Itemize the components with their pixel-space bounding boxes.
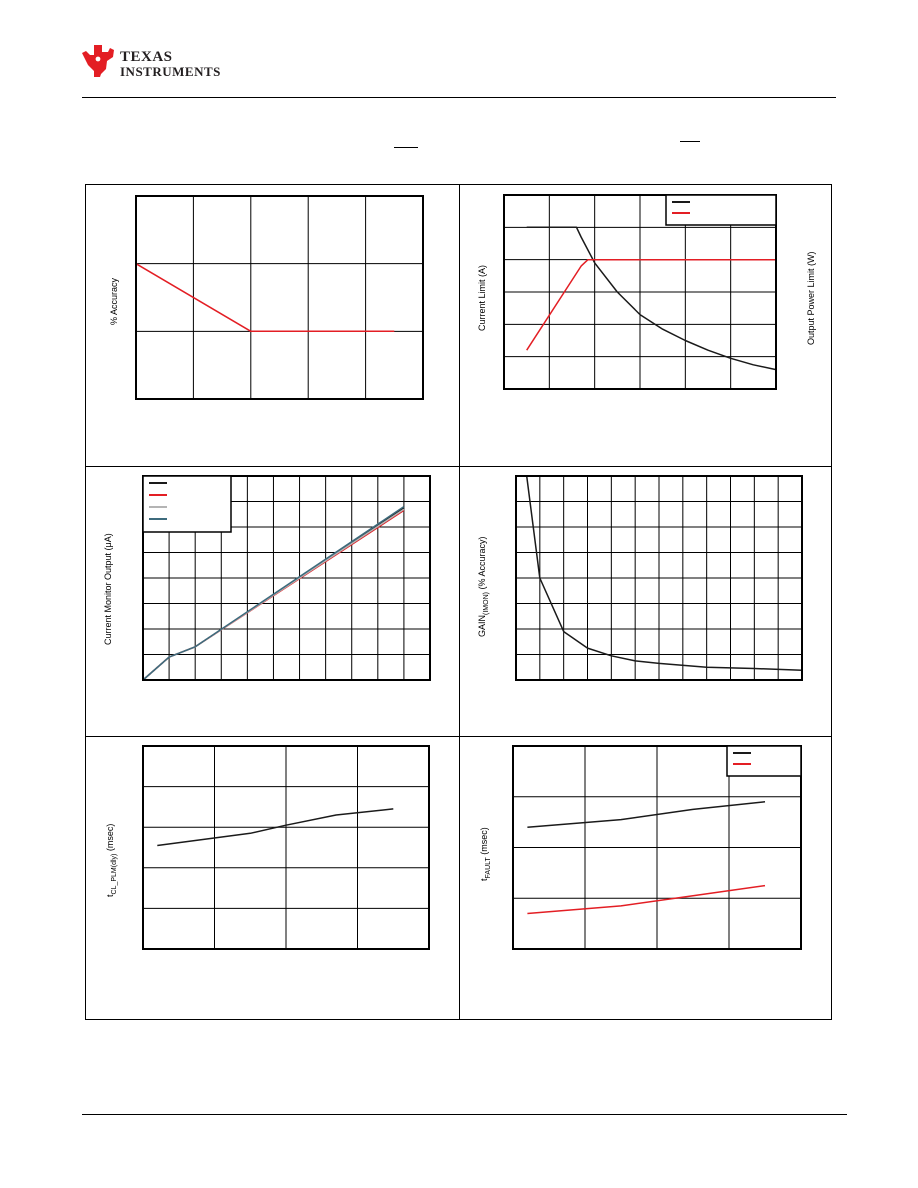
chart1-ylabel: % Accuracy [109, 277, 119, 325]
legend-box [727, 746, 801, 776]
overbar-mark [394, 147, 418, 148]
header-rule [82, 97, 836, 98]
chart5-plot [143, 746, 429, 949]
chart6-plot [513, 746, 801, 949]
ti-logo-icon [80, 43, 118, 79]
logo-line2: INSTRUMENTS [120, 64, 221, 79]
series-line-1 [527, 227, 776, 369]
overbar-mark [680, 141, 700, 142]
chart4-ylabel-rest: (% Accuracy) [477, 536, 487, 593]
chart4-ylabel-sub: (IMON) [482, 592, 490, 615]
chart4-plot [516, 476, 802, 680]
chart2-ylabel-right: Output Power Limit (W) [806, 251, 816, 345]
footer-rule [82, 1114, 847, 1115]
chart5-ylabel [105, 824, 118, 897]
chart6-ylabel [479, 827, 492, 881]
chart2-plot [504, 195, 776, 389]
legend-box [666, 195, 776, 225]
chart5-ylabel-sub: CL_PLM(dly) [110, 853, 118, 895]
grid-divider-vertical [459, 184, 460, 1020]
chart1-plot [136, 196, 423, 399]
chart4-ylabel [477, 537, 490, 637]
series-line-2 [527, 260, 776, 351]
chart5-ylabel-rest: (msec) [105, 823, 115, 854]
chart4-ylabel-main: GAIN [477, 614, 487, 637]
chart3-ylabel: Current Monitor Output (μA) [103, 533, 113, 645]
chart6-ylabel-rest: (msec) [479, 827, 489, 858]
chart5-ylabel-main: t [105, 894, 115, 897]
logo-line1: TEXAS [120, 49, 173, 65]
grid-divider-row2 [85, 736, 832, 737]
chart3-plot [143, 476, 430, 680]
plot-frame [136, 196, 423, 399]
legend-box [143, 476, 231, 532]
grid-divider-row1 [85, 466, 832, 467]
series-line-1 [527, 476, 802, 670]
chart6-ylabel-main: t [479, 878, 489, 881]
chart2-ylabel: Current Limit (A) [477, 264, 487, 331]
series-line-1 [136, 264, 394, 332]
chart6-ylabel-sub: FAULT [484, 857, 492, 879]
